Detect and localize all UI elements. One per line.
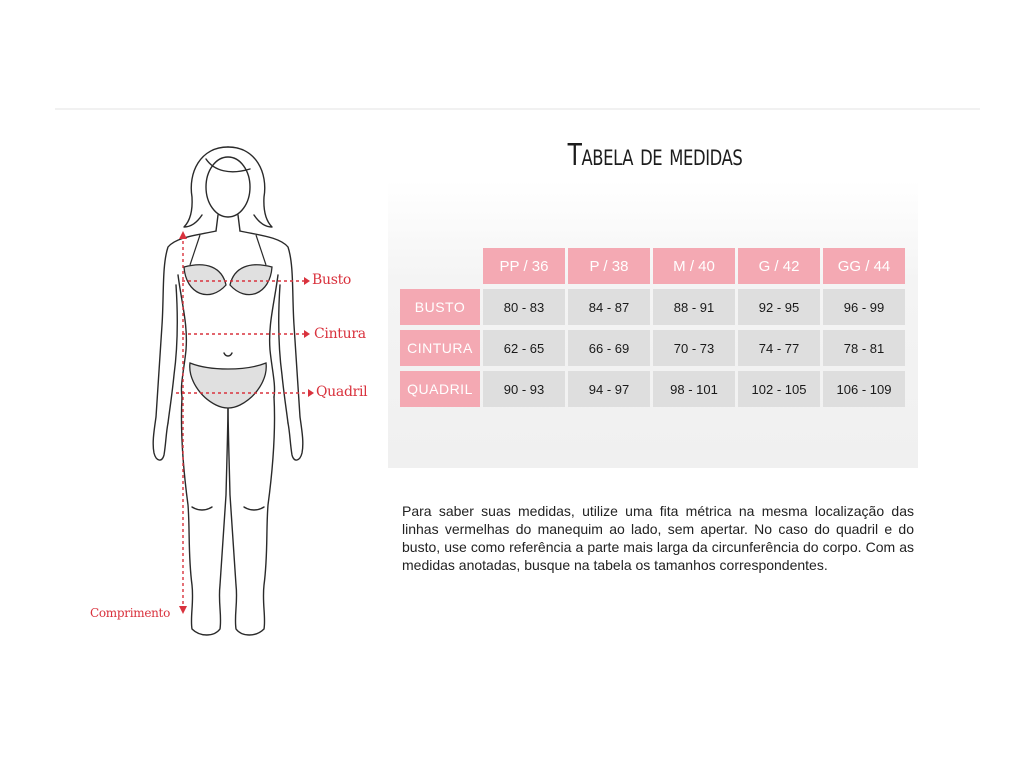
table-cell: 96 - 99	[823, 289, 905, 325]
table-cell: 74 - 77	[738, 330, 820, 366]
table-cell: 106 - 109	[823, 371, 905, 407]
table-cell: 70 - 73	[653, 330, 735, 366]
table-cell: 102 - 105	[738, 371, 820, 407]
size-header-p: P / 38	[568, 248, 650, 284]
table-cell: 80 - 83	[483, 289, 565, 325]
table-row-bust	[400, 289, 905, 325]
table-cell: 66 - 69	[568, 330, 650, 366]
bust-label: Busto	[312, 272, 352, 288]
row-header-waist: CINTURA	[400, 330, 480, 366]
table-cell: 98 - 101	[653, 371, 735, 407]
hip-label: Quadril	[316, 384, 368, 400]
size-header-m: M / 40	[653, 248, 735, 284]
measurement-instructions: Para saber suas medidas, utilize uma fita métrica na mesma localização das linhas vermelhas do manequim ao lado, sem apertar. No caso do quadril e do busto, use como referência a parte mais larga da circunferência do corpo. Com as medidas anotadas, busque na tabela os tamanhos correspondentes.	[402, 503, 914, 573]
waist-label: Cintura	[314, 326, 366, 342]
size-header-g: G / 42	[738, 248, 820, 284]
length-label: Comprimento	[90, 606, 170, 620]
size-header-pp: PP / 36	[483, 248, 565, 284]
row-header-bust: BUSTO	[400, 289, 480, 325]
table-cell: 84 - 87	[568, 289, 650, 325]
table-cell: 90 - 93	[483, 371, 565, 407]
table-cell: 94 - 97	[568, 371, 650, 407]
top-divider	[55, 108, 980, 110]
size-header-row	[400, 248, 905, 284]
size-table	[397, 243, 908, 412]
size-header-gg: GG / 44	[823, 248, 905, 284]
page-title: Tabela de medidas	[567, 138, 743, 173]
table-row-hip	[400, 371, 905, 407]
table-row-waist	[400, 330, 905, 366]
row-header-hip: QUADRIL	[400, 371, 480, 407]
table-cell: 88 - 91	[653, 289, 735, 325]
table-cell: 92 - 95	[738, 289, 820, 325]
table-cell: 78 - 81	[823, 330, 905, 366]
table-cell: 62 - 65	[483, 330, 565, 366]
table-corner	[400, 248, 480, 284]
